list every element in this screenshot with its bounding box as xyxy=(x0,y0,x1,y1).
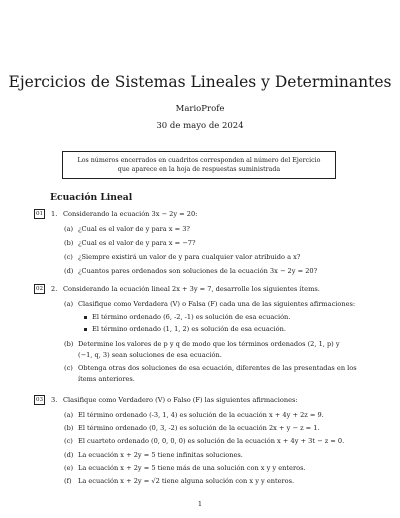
exercise-number: 2. xyxy=(51,285,58,293)
exercise-item xyxy=(64,225,190,234)
exercise-intro-text: Considerando la ecuación lineal 2x + 3y = 7, desarrolle los siguientes ítems. xyxy=(63,285,320,293)
notice-line-2: que aparece en la hoja de respuestas suministrada xyxy=(117,166,281,173)
item-text: La ecuación x + 2y = 5 tiene más de una solución con x y y enteros. xyxy=(78,464,306,472)
item-text-continuation: (−1, q, 3) sean soluciones de esa ecuación. xyxy=(78,351,222,359)
exercise-item xyxy=(64,451,243,460)
item-text-continuation: ítems anteriores. xyxy=(78,375,135,383)
exercise-item xyxy=(64,437,345,446)
exercise-item xyxy=(64,253,301,262)
exercise-item xyxy=(64,364,357,373)
bullet-item: El término ordenado (6, -2, -1) es solución de esa ecuación. xyxy=(92,313,291,321)
bullet-marker xyxy=(84,316,87,319)
item-marker: (a) xyxy=(64,411,74,419)
exercise-3-intro xyxy=(51,396,298,405)
exercise-item xyxy=(64,411,324,420)
document-title: Ejercicios de Sistemas Lineales y Determinantes xyxy=(8,73,392,91)
item-marker: (f) xyxy=(64,477,72,485)
exercise-item xyxy=(64,424,320,433)
item-text: Determine los valores de p y q de modo que los términos ordenados (2, 1, p) y xyxy=(78,340,340,348)
exercise-number: 1. xyxy=(51,210,58,218)
exercise-item xyxy=(64,340,340,349)
exercise-item xyxy=(64,477,295,486)
exercise-2-intro xyxy=(51,285,320,294)
exercise-box-01: 01 xyxy=(35,211,44,217)
section-title: Ecuación Lineal xyxy=(50,192,133,203)
exercise-number: 3. xyxy=(51,396,58,404)
exercise-box-03: 03 xyxy=(35,397,44,403)
item-text: ¿Cual es el valor de y para x = 3? xyxy=(78,225,190,233)
item-marker: (c) xyxy=(64,364,73,372)
document-author: MarioProfe xyxy=(175,104,225,114)
item-marker: (b) xyxy=(64,239,74,247)
item-marker: (b) xyxy=(64,340,74,348)
bullet-marker xyxy=(84,328,87,331)
item-text: ¿Cual es el valor de y para x = −7? xyxy=(78,239,196,247)
item-text: El término ordenado (-3, 1, 4) es solución de la ecuación x + 4y + 2z = 9. xyxy=(78,411,324,419)
exercise-intro-text: Considerando la ecuación 3x − 2y = 20: xyxy=(63,210,198,218)
item-marker: (e) xyxy=(64,464,74,472)
item-marker: (a) xyxy=(64,225,74,233)
exercise-intro-text: Clasifique como Verdadero (V) o Falso (F) las siguientes afirmaciones: xyxy=(63,396,298,404)
item-marker: (c) xyxy=(64,253,73,261)
exercise-item xyxy=(64,300,356,309)
item-text: La ecuación x + 2y = 5 tiene infinitas soluciones. xyxy=(78,451,243,459)
item-text: ¿Cuantos pares ordenados son soluciones de la ecuación 3x − 2y = 20? xyxy=(78,267,318,275)
item-marker: (d) xyxy=(64,451,74,459)
item-marker: (c) xyxy=(64,437,73,445)
exercise-box-02: 02 xyxy=(35,286,44,292)
exercise-item xyxy=(64,239,196,248)
item-text: Clasifique como Verdadera (V) o Falsa (F) cada una de las siguientes afirmaciones: xyxy=(78,300,356,308)
exercise-1-intro xyxy=(51,210,198,219)
page-number: 1 xyxy=(197,500,203,508)
exercise-item xyxy=(64,464,306,473)
item-marker: (b) xyxy=(64,424,74,432)
exercise-item xyxy=(64,267,318,276)
bullet-item: El término ordenado (1, 1, 2) es solución de esa ecuación. xyxy=(92,325,286,333)
item-text: Obtenga otras dos soluciones de esa ecuación, diferentes de las presentadas en los xyxy=(78,364,357,372)
item-text: El cuarteto ordenado (0, 0, 0, 0) es solución de la ecuación x + 4y + 3t − z = 0. xyxy=(78,437,345,445)
notice-line-1: Los números encerrados en cuadritos corresponden al número del Ejercicio xyxy=(77,157,321,164)
item-marker: (d) xyxy=(64,267,74,275)
notice-box xyxy=(62,151,336,179)
item-marker: (a) xyxy=(64,300,74,308)
document-date: 30 de mayo de 2024 xyxy=(156,121,244,131)
item-text: El término ordenado (0, 3, -2) es solución de la ecuación 2x + y − z = 1. xyxy=(78,424,320,432)
item-text: La ecuación x + 2y = √2 tiene alguna solución con x y y enteros. xyxy=(78,477,295,485)
item-text: ¿Siempre existirá un valor de y para cualquier valor atribuido a x? xyxy=(78,253,301,261)
